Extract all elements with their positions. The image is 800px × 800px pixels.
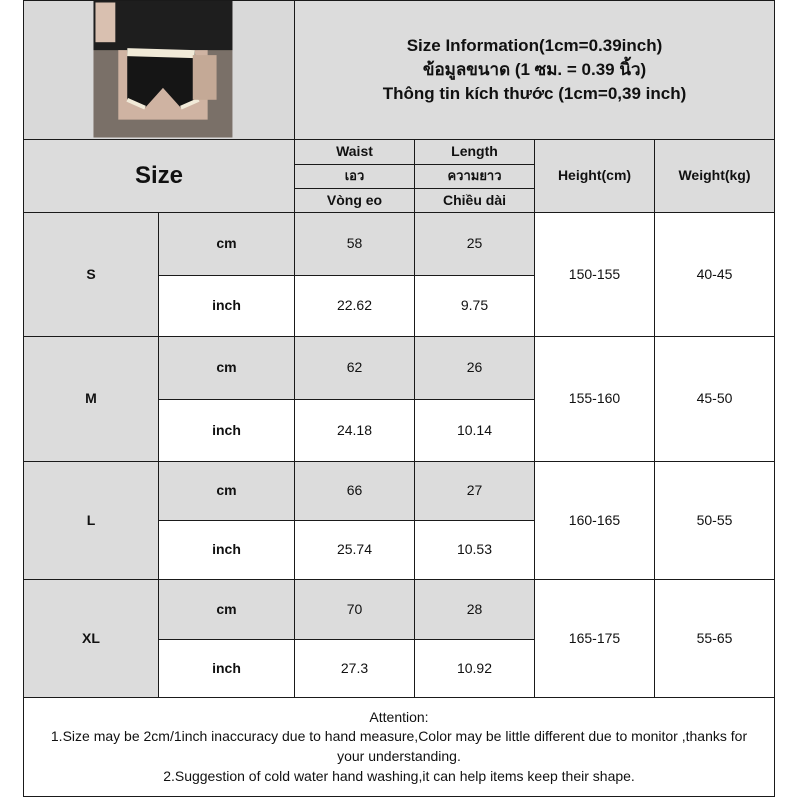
waist-inch-m: 24.18 (294, 399, 415, 462)
note-line-1b: your understanding. (337, 748, 461, 764)
size-label-m: M (23, 336, 159, 462)
attention-heading: Attention: (369, 708, 429, 725)
weight-header: Weight(kg) (654, 139, 775, 213)
length-header-vi: Chiều dài (414, 188, 535, 213)
length-inch-l: 10.53 (414, 520, 535, 580)
length-inch-xl: 10.92 (414, 639, 535, 698)
weight-xl: 55-65 (654, 579, 775, 698)
waist-header-en: Waist (294, 139, 415, 165)
unit-inch-label: inch (158, 520, 295, 580)
length-cm-m: 26 (414, 336, 535, 400)
length-header-th: ความยาว (414, 164, 535, 189)
attention-notes (23, 697, 775, 797)
waist-inch-l: 25.74 (294, 520, 415, 580)
size-label-xl: XL (23, 579, 159, 698)
unit-cm-label: cm (158, 336, 295, 400)
size-label-l: L (23, 461, 159, 580)
size-column-header: Size (23, 139, 295, 213)
height-l: 160-165 (534, 461, 655, 580)
length-cm-l: 27 (414, 461, 535, 521)
unit-cm-label: cm (158, 461, 295, 521)
weight-l: 50-55 (654, 461, 775, 580)
title-vietnamese: Thông tin kích thước (1cm=0,39 inch) (382, 83, 687, 103)
waist-cm-xl: 70 (294, 579, 415, 640)
size-information-title (294, 0, 775, 140)
waist-inch-s: 22.62 (294, 275, 415, 337)
unit-cm-label: cm (158, 212, 295, 276)
size-chart (23, 0, 775, 797)
length-cm-s: 25 (414, 212, 535, 276)
note-line-2: 2.Suggestion of cold water hand washing,it can help items keep their shape. (163, 767, 635, 784)
unit-inch-label: inch (158, 639, 295, 698)
waist-cm-l: 66 (294, 461, 415, 521)
note-line-1a: 1.Size may be 2cm/1inch inaccuracy due to hand measure,Color may be little different due to monitor ,thanks for (50, 728, 748, 745)
title-english: Size Information(1cm=0.39inch) (406, 36, 663, 56)
unit-cm-label: cm (158, 579, 295, 640)
unit-inch-label: inch (158, 275, 295, 337)
height-xl: 165-175 (534, 579, 655, 698)
waist-header-vi: Vòng eo (294, 188, 415, 213)
length-inch-s: 9.75 (414, 275, 535, 337)
length-header-en: Length (414, 139, 535, 165)
unit-inch-label: inch (158, 399, 295, 462)
product-photo (23, 0, 295, 140)
title-thai: ข้อมูลขนาด (1 ซม. = 0.39 นิ้ว) (422, 60, 647, 80)
length-inch-m: 10.14 (414, 399, 535, 462)
height-s: 150-155 (534, 212, 655, 337)
length-cm-xl: 28 (414, 579, 535, 640)
waist-header-th: เอว (294, 164, 415, 189)
weight-s: 40-45 (654, 212, 775, 337)
size-label-s: S (23, 212, 159, 337)
weight-m: 45-50 (654, 336, 775, 462)
height-m: 155-160 (534, 336, 655, 462)
waist-inch-xl: 27.3 (294, 639, 415, 698)
waist-cm-s: 58 (294, 212, 415, 276)
height-header: Height(cm) (534, 139, 655, 213)
waist-cm-m: 62 (294, 336, 415, 400)
product-photo-image (24, 0, 294, 140)
